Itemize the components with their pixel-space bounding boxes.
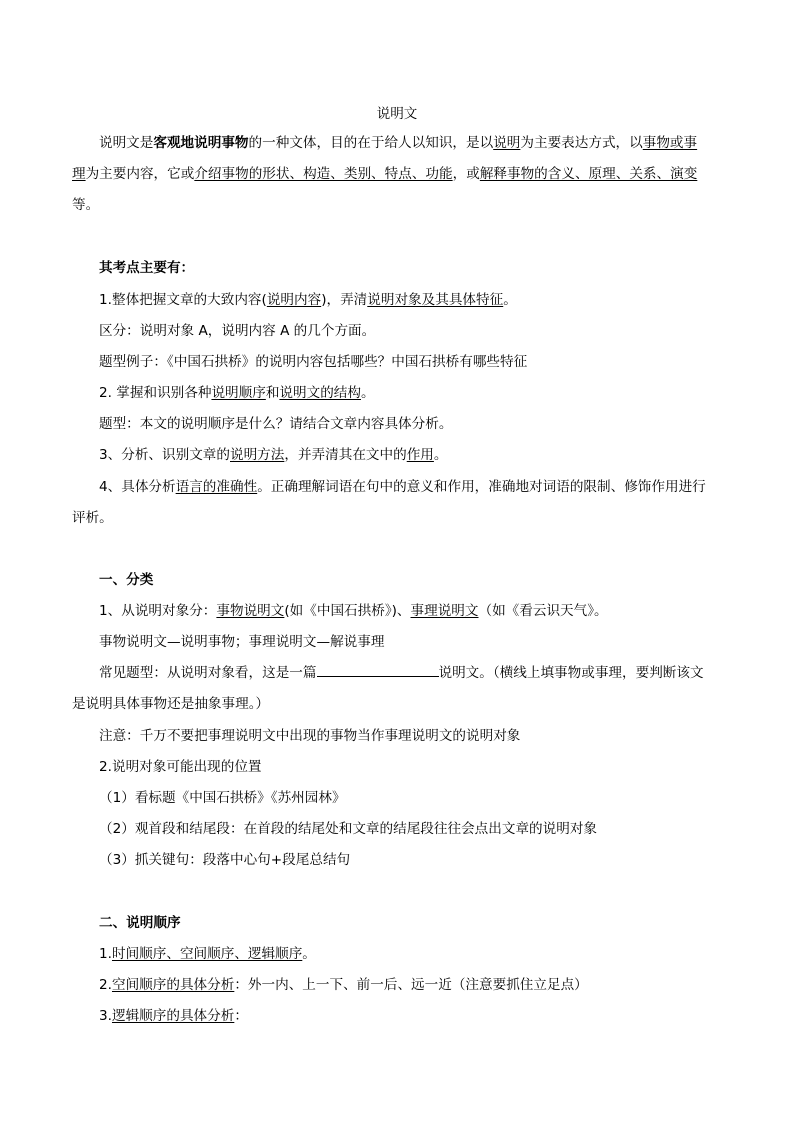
text: （如《看云识天气》。	[478, 603, 608, 619]
order-1	[99, 944, 724, 964]
text: 的一种文体，目的在于给人以知识，是以	[248, 135, 494, 151]
question-type-continued: 是说明具体事物还是抽象事理。）	[72, 696, 270, 712]
underlined-text: 语言的准确性	[175, 479, 258, 495]
text: 。	[302, 946, 316, 962]
underlined-text: 事理说明文	[410, 603, 479, 619]
text: 1.整体把握文章的大致内容(	[99, 292, 267, 308]
intro-line-1	[99, 133, 724, 153]
point-1-distinction: 区分：说明对象 A，说明内容 A 的几个方面。	[99, 323, 376, 339]
section-2-heading: 二、说明顺序	[99, 915, 181, 931]
position-item-2: （2）观首段和结尾段：在首段的结尾处和文章的结尾段往往会点出文章的说明对象	[99, 821, 598, 837]
position-item-1: （1）看标题《中国石拱桥》《苏州园林》	[99, 790, 346, 806]
intro-line-2	[72, 164, 724, 184]
note: 注意：千万不要把事理说明文中出现的事物当作事理说明文的说明对象	[99, 728, 521, 744]
underlined-text: 解释事物的含义、原理、关系、演变	[479, 166, 698, 182]
object-position-heading: 2.说明对象可能出现的位置	[99, 759, 262, 775]
point-2-question: 题型：本文的说明顺序是什么？请结合文章内容具体分析。	[99, 416, 453, 432]
underlined-text: 事物或事	[642, 135, 698, 151]
order-2	[99, 975, 724, 995]
point-1	[99, 290, 724, 310]
points-heading: 其考点主要有：	[99, 260, 195, 276]
question-type-line	[99, 663, 724, 683]
classification-1	[99, 601, 724, 621]
point-2	[99, 383, 724, 403]
text: 3、分析、识别文章的	[99, 447, 230, 463]
text: 为主要表达方式，以	[520, 135, 643, 151]
underlined-text: 说明文的结构	[279, 385, 361, 401]
underlined-text: 说明内容	[266, 292, 322, 308]
text: 1.	[99, 946, 112, 962]
underlined-text: 事物说明文	[216, 603, 285, 619]
text: )，弄清	[321, 292, 368, 308]
text: 。	[503, 292, 517, 308]
point-1-example: 题型例子：《中国石拱桥》的说明内容包括哪些？中国石拱桥有哪些特征	[99, 354, 528, 370]
page-title: 说明文	[376, 106, 418, 122]
text: 常见题型：从说明对象看，这是一篇	[99, 665, 317, 681]
text: 2.	[99, 977, 112, 993]
point-3	[99, 445, 724, 465]
text: 。正确理解词语在句中的意义和作用，准确地对词语的限制、修饰作用进行	[257, 479, 706, 495]
text: ：	[234, 1008, 248, 1024]
underlined-text: 介绍事物的形状、构造、类别、特点、功能	[194, 166, 453, 182]
underlined-text: 说明	[493, 135, 521, 151]
text: ，或	[452, 166, 480, 182]
text: 。	[433, 447, 448, 463]
text: 。	[360, 385, 375, 401]
text: ：外一内、上一下、前一后、远一近（注意要抓住立足点）	[234, 977, 588, 993]
text: (如《中国石拱桥》)、	[284, 603, 411, 619]
underlined-text: 作用	[406, 447, 434, 463]
text: 和	[265, 385, 280, 401]
text: 说明文是	[99, 135, 154, 151]
classification-definitions: 事物说明文—说明事物；事理说明文—解说事理	[99, 634, 385, 650]
text: 说明文。（横线上填事物或事理，要判断该文	[438, 665, 704, 681]
underlined-text: 时间顺序、空间顺序、逻辑顺序	[111, 946, 303, 962]
text: 1、从说明对象分：	[99, 603, 217, 619]
text: ，并弄清其在文中的	[284, 447, 407, 463]
order-3	[99, 1006, 724, 1026]
position-item-3: （3）抓关键句：段落中心句+段尾总结句	[99, 852, 351, 868]
underlined-text: 逻辑顺序的具体分析	[111, 1008, 235, 1024]
underlined-text: 空间顺序的具体分析	[111, 977, 235, 993]
text: 3.	[99, 1008, 112, 1024]
underlined-text: 理	[72, 166, 86, 182]
underlined-text: 说明方法	[230, 447, 285, 463]
text: 4、具体分析	[99, 479, 176, 495]
underlined-text: 说明顺序	[211, 385, 266, 401]
intro-line-3: 等。	[72, 197, 100, 213]
section-1-heading: 一、分类	[99, 572, 154, 588]
point-4	[99, 477, 724, 497]
answer-blank	[317, 663, 439, 677]
emphasis-text: 客观地说明事物	[153, 135, 249, 151]
point-4-continued: 评析。	[72, 510, 113, 526]
text: 为主要内容，它或	[85, 166, 195, 182]
underlined-text: 说明对象及其具体特征	[367, 292, 504, 308]
text: 2. 掌握和识别各种	[99, 385, 212, 401]
